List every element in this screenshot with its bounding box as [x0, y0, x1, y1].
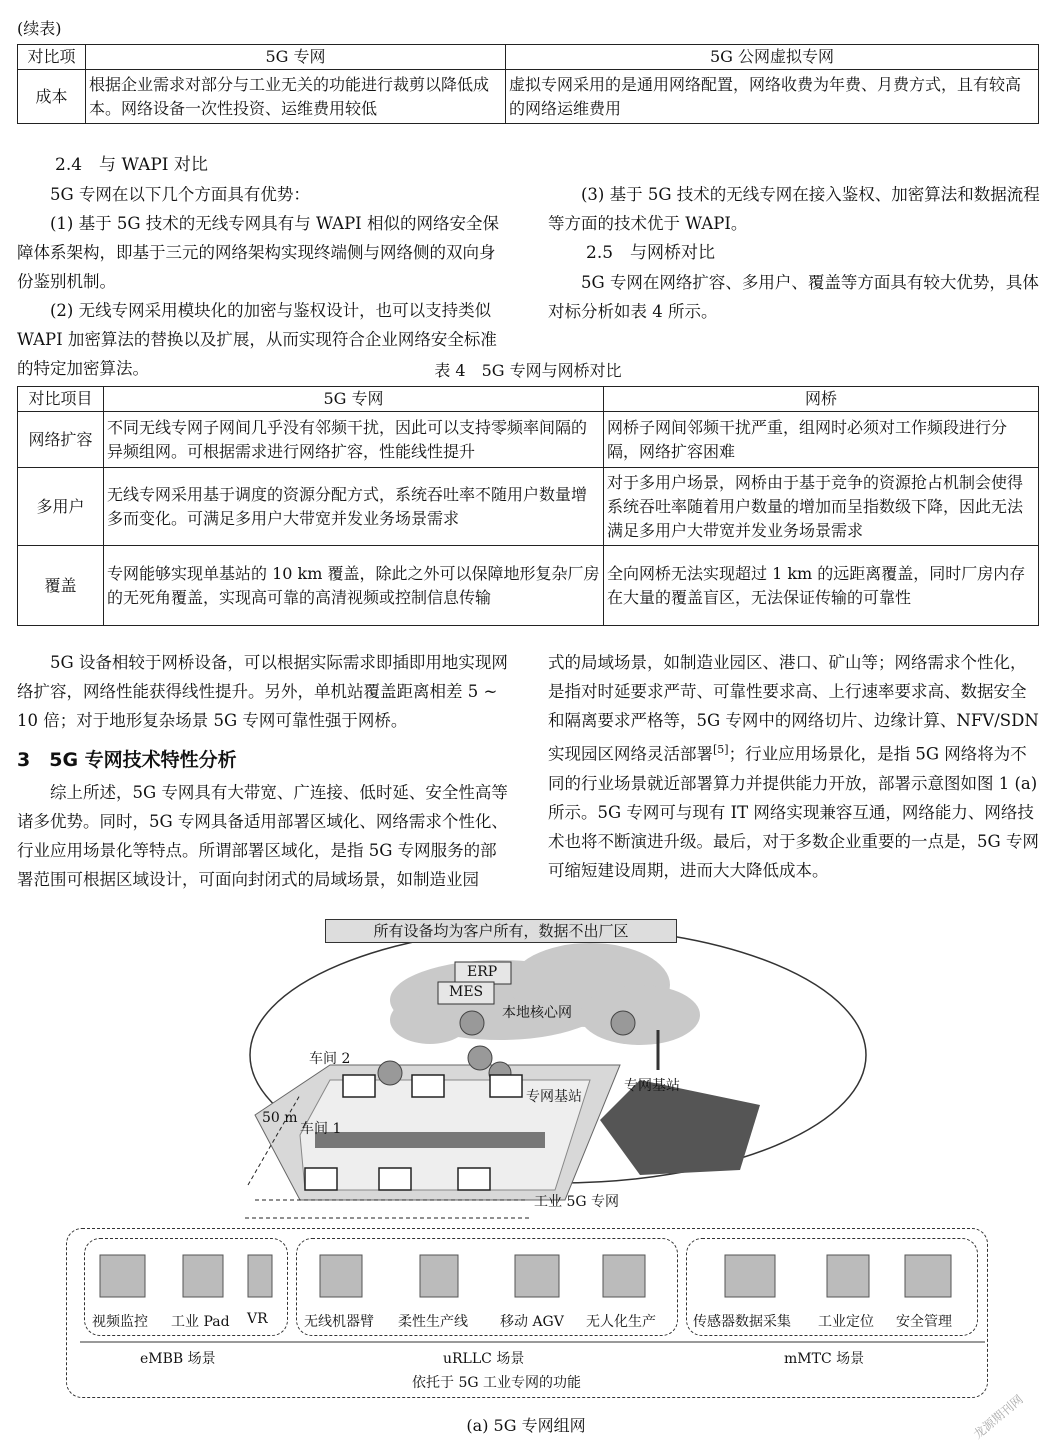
table-cell: 专网能够实现单基站的 10 km 覆盖，除此之外可以保障地形复杂厂房的无死角覆盖，实现高可靠的高清视频或控制信息传输 [104, 546, 604, 626]
top-banner: 所有设备均为客户所有，数据不出厂区 [325, 919, 677, 943]
scenario-label: 安全管理 [896, 1314, 952, 1330]
table-row-head: 成本 [18, 70, 86, 124]
scenario-label: 工业定位 [818, 1314, 874, 1330]
table-header: 对比项目 [18, 387, 104, 412]
paragraph-text: 式的局域场景，如制造业园区、港口、矿山等；网络需求个性化，是指对时延要求严苛、可靠性要求高、上行速率要求高、数据安全和隔离要求严格等，5G 专网中的网络切片、边缘计算、NFV/SDN 实现园区网络灵活部署 [548, 653, 1039, 764]
section-heading-3: 3 5G 专网技术特性分析 [17, 749, 237, 771]
scenario-label: 工业 Pad [171, 1314, 230, 1330]
table-3-continued [17, 44, 1039, 124]
scenario-label: VR [247, 1311, 268, 1327]
table-cell: 不同无线专网子网间几乎没有邻频干扰，因此可以支持零频率间隔的异频组网。可根据需求进行网络扩容，性能线性提升 [104, 412, 604, 468]
paragraph-text: ；行业应用场景化，是指 5G 网络将为不同的行业场景就近部署算力并提供能力开放，部署示意图如图 1 (a) 所示。5G 专网可与现有 IT 网络实现兼容互通，网络能力、网络技术也将不断演进升级。最后，对于多数企业重要的一点是，5G 专网可缩短建设周期，进而大大降低成本。 [548, 744, 1039, 880]
right-column-bottom [548, 648, 1040, 885]
table-header: 5G 公网虚拟专网 [506, 45, 1039, 70]
table-row-head: 网络扩容 [18, 412, 104, 468]
figure-caption: (a) 5G 专网组网 [466, 1416, 586, 1435]
table-cell: 全向网桥无法实现超过 1 km 的远距离覆盖，同时厂房内存在大量的覆盖盲区，无法保证传输的可靠性 [604, 546, 1039, 626]
paragraph: (3) 基于 5G 技术的无线专网在接入鉴权、加密算法和数据流程等方面的技术优于 WAPI。 [548, 185, 1040, 233]
workshop-1-label: 车间 1 [300, 1121, 342, 1137]
figure-1a [0, 910, 1052, 1447]
paragraph: (1) 基于 5G 技术的无线专网具有与 WAPI 相似的网络安全保障体系架构，即基于三元的网络架构实现终端侧与网络侧的双向身份鉴别机制。 [17, 214, 499, 291]
reference-marker[interactable]: [5] [713, 743, 729, 756]
workshop-2-label: 车间 2 [309, 1051, 351, 1067]
right-column-top [548, 150, 1040, 326]
mes-label: MES [449, 984, 484, 1000]
paragraph: (2) 无线专网采用模块化的加密与鉴权设计，也可以支持类似 WAPI 加密算法的替换以及扩展，从而实现符合企业网络安全标准的特定加密算法。 [17, 301, 497, 378]
bottom-function-label: 依托于 5G 工业专网的功能 [412, 1375, 581, 1391]
scenario-label: 传感器数据采集 [693, 1314, 791, 1330]
core-network-label: 本地核心网 [502, 1005, 572, 1021]
table-row-head: 覆盖 [18, 546, 104, 626]
table-4 [17, 386, 1039, 626]
erp-label: ERP [467, 964, 498, 980]
watermark: 龙源期刊网 [970, 1392, 1026, 1442]
paragraph: 综上所述，5G 专网具有大带宽、广连接、低时延、安全性高等诸多优势。同时，5G 专网具备适用部署区域化、网络需求个性化、行业应用场景化等特点。所谓部署区域化，是指 5G 专网服务的部署范围可根据区域设计，可面向封闭式的局域场景，如制造业园 [17, 783, 508, 889]
table-header: 网桥 [604, 387, 1039, 412]
group-name-urllc: uRLLC 场景 [443, 1351, 525, 1367]
table-cell: 对于多用户场景，网桥由于基于竞争的资源抢占机制会使得系统吞吐率随着用户数量的增加而呈指数级下降，因此无法满足多用户大带宽并发业务场景需求 [604, 468, 1039, 546]
table-row-head: 多用户 [18, 468, 104, 546]
scenario-label: 柔性生产线 [398, 1314, 468, 1330]
group-name-mmtc: mMTC 场景 [784, 1351, 865, 1367]
table-cell: 网桥子网间邻频干扰严重，组网时必须对工作频段进行分隔，网络扩容困难 [604, 412, 1039, 468]
paragraph-continued [548, 648, 1040, 885]
table-header: 对比项 [18, 45, 86, 70]
continued-label: (续表) [17, 19, 62, 38]
section-heading-2-4: 2.4 与 WAPI 对比 [55, 155, 208, 175]
scenario-label: 无线机器臂 [304, 1314, 374, 1330]
base-station-label: 专网基站 [526, 1089, 582, 1105]
scenario-label: 移动 AGV [500, 1314, 564, 1330]
production-line [315, 1132, 545, 1148]
left-column-bottom [17, 648, 509, 894]
table-cell: 虚拟专网采用的是通用网络配置，网络收费为年费、月费方式，且有较高的网络运维费用 [506, 70, 1039, 124]
paragraph: 5G 专网在以下几个方面具有优势： [50, 185, 310, 204]
table-header: 5G 专网 [104, 387, 604, 412]
scenario-label: 无人化生产 [586, 1314, 656, 1330]
distance-label: 50 m [262, 1110, 298, 1126]
scenario-label: 视频监控 [92, 1314, 148, 1330]
section-heading-2-5: 2.5 与网桥对比 [586, 243, 716, 263]
left-column-top [17, 150, 509, 383]
paragraph: 5G 专网在网络扩容、多用户、覆盖等方面具有较大优势，具体对标分析如表 4 所示。 [548, 273, 1039, 321]
base-station-label: 专网基站 [624, 1078, 680, 1094]
table-cell: 根据企业需求对部分与工业无关的功能进行裁剪以降低成本。网络设备一次性投资、运维费用较低 [86, 70, 506, 124]
table-header: 5G 专网 [86, 45, 506, 70]
industrial-5g-label: 工业 5G 专网 [534, 1194, 619, 1210]
group-name-embb: eMBB 场景 [140, 1351, 216, 1367]
paragraph: 5G 设备相较于网桥设备，可以根据实际需求即插即用地实现网络扩容，网络性能获得线性提升。另外，单机站覆盖距离相差 5 ~ 10 倍；对于地形复杂场景 5G 专网可靠性强于网桥。 [17, 653, 508, 730]
table-4-caption: 表 4 5G 专网与网桥对比 [434, 361, 622, 380]
cloud-icon [390, 943, 700, 1045]
table-cell: 无线专网采用基于调度的资源分配方式，系统吞吐率不随用户数量增多而变化。可满足多用户大带宽并发业务场景需求 [104, 468, 604, 546]
